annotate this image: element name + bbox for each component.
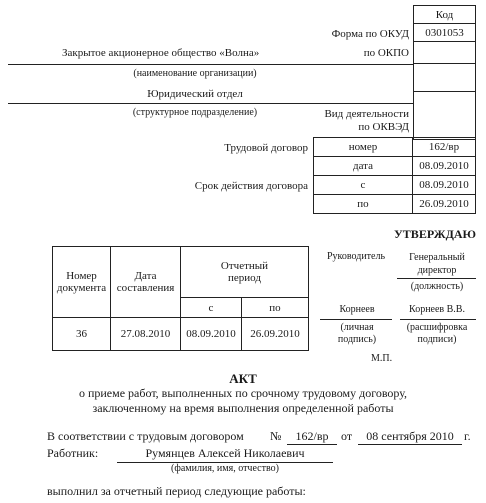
organization-caption: (наименование организации) — [133, 68, 257, 79]
signature-line — [320, 319, 392, 320]
signature-caption: (личная подпись) — [337, 322, 377, 345]
doc-date: 27.08.2010 — [111, 318, 181, 351]
position: Генеральный директор — [409, 252, 465, 276]
codes-table — [413, 5, 476, 140]
according-text: В соответствии с трудовым договором — [47, 429, 244, 443]
doc-number: 36 — [53, 318, 111, 351]
okpo-value — [414, 42, 476, 64]
contract-date-line — [358, 444, 462, 445]
col-period-header: Отчетный период — [181, 247, 309, 298]
decoding-caption: (расшифровка подписи) — [406, 322, 468, 345]
document-table — [52, 246, 309, 351]
activity-label-2: по ОКВЭД — [358, 121, 409, 133]
contract-number: 162/вр — [413, 138, 476, 157]
organization-name: Закрытое акционерное общество «Волна» — [62, 47, 260, 59]
codes-header: Код — [414, 6, 476, 24]
activity-label-1: Вид деятельности — [324, 108, 409, 120]
empty-code-cell — [414, 64, 476, 92]
period-from: 08.09.2010 — [181, 318, 242, 351]
act-contract-number: 162/вр — [295, 429, 329, 443]
okud-value: 0301053 — [414, 24, 476, 42]
act-subtitle-1: о приеме работ, выполненных по срочному трудовому договору, — [78, 386, 408, 400]
contract-number-line — [287, 444, 337, 445]
head-label: Руководитель — [326, 251, 386, 262]
col-period-to: по — [242, 298, 309, 318]
contract-number-label: номер — [314, 138, 413, 157]
contract-table — [313, 137, 476, 214]
col-date-header: Дата составления — [111, 247, 181, 318]
signature: Корнеев — [339, 304, 375, 315]
employee-caption: (фамилия, имя, отчество) — [171, 463, 279, 474]
term-from: 08.09.2010 — [413, 176, 476, 195]
employee-label: Работник: — [47, 446, 99, 460]
contract-date: 08.09.2010 — [413, 157, 476, 176]
contract-date-label: дата — [314, 157, 413, 176]
period-to: 26.09.2010 — [242, 318, 309, 351]
col-period-from: с — [181, 298, 242, 318]
approval-title: УТВЕРЖДАЮ — [394, 227, 477, 241]
from-word: от — [341, 429, 353, 443]
department-caption: (структурное подразделение) — [132, 107, 258, 118]
okud-label: Форма по ОКУД — [331, 28, 409, 40]
contract-label: Трудовой договор — [224, 142, 308, 154]
signature-decoding: Корнеев В.В. — [409, 304, 465, 315]
term-from-label: с — [314, 176, 413, 195]
department-name: Юридический отдел — [147, 88, 243, 100]
organization-line — [8, 64, 413, 65]
year-suffix: г. — [464, 429, 471, 443]
stamp-place: М.П. — [371, 353, 393, 364]
employee-name: Румянцев Алексей Николаевич — [145, 446, 305, 460]
term-to: 26.09.2010 — [413, 195, 476, 214]
act-title: АКТ — [229, 371, 257, 386]
number-sign: № — [270, 429, 282, 443]
decoding-line — [400, 319, 476, 320]
col-number-header: Номер документа — [53, 247, 111, 318]
term-label: Срок действия договора — [194, 180, 308, 192]
department-line — [8, 103, 413, 104]
okpo-label: по ОКПО — [363, 47, 409, 59]
act-contract-date: 08 сентября 2010 — [366, 429, 454, 443]
act-subtitle-2: заключенному на время выполнения определенной работы — [92, 401, 394, 415]
okved-value — [414, 92, 476, 140]
term-to-label: по — [314, 195, 413, 214]
position-line — [397, 278, 476, 279]
position-caption: (должность) — [410, 281, 464, 292]
performed-text: выполнил за отчетный период следующие работы: — [47, 484, 306, 498]
